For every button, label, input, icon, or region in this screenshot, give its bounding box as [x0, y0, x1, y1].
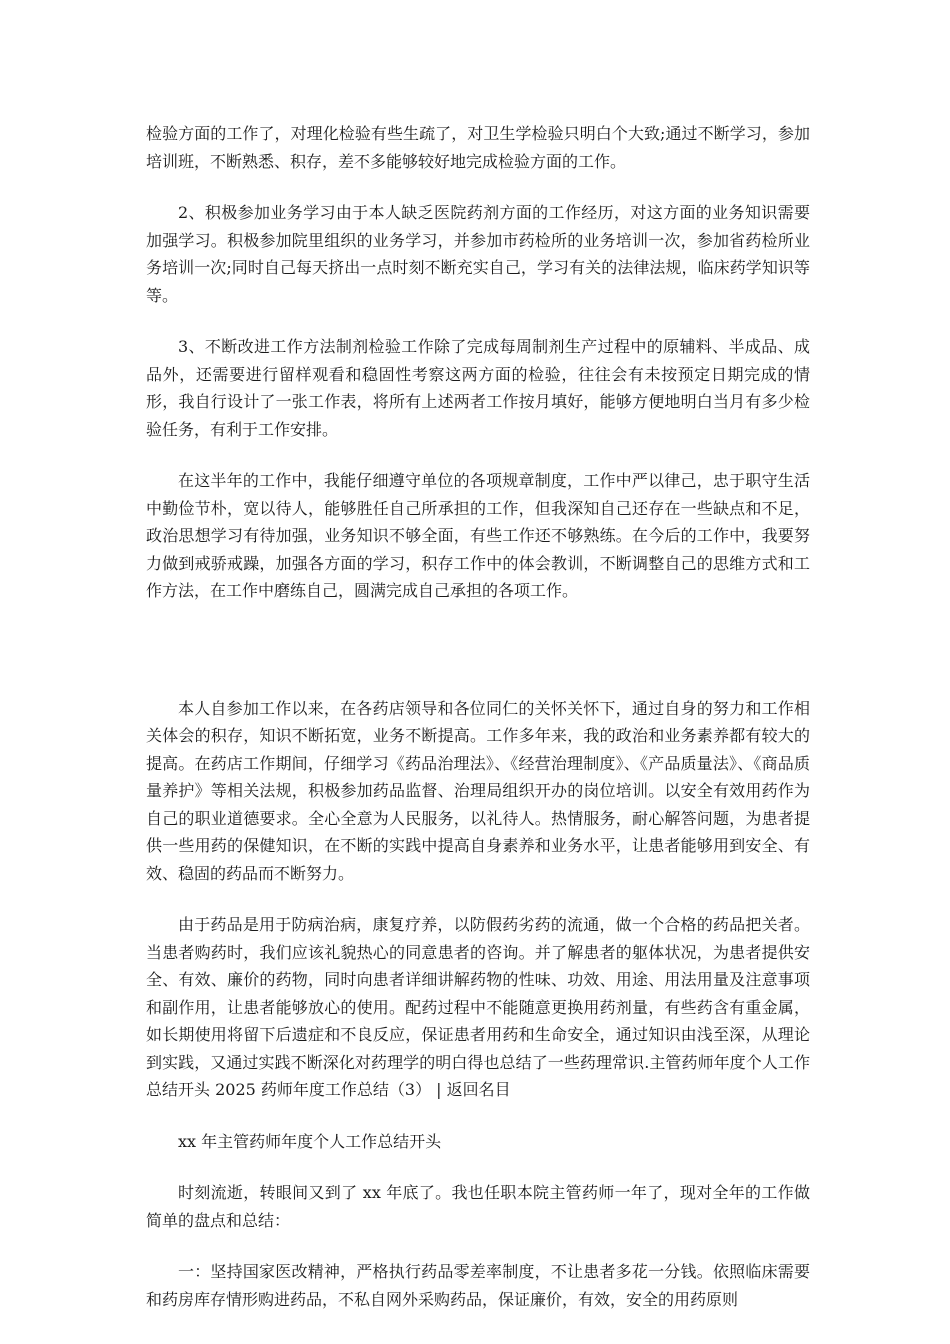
paragraph-work-method: 3、不断改进工作方法制剂检验工作除了完成每周制剂生产过程中的原辅料、半成品、成品外，还需要进行留样观看和稳固性考察这两方面的检验，往往会有未按预定日期完成的情形，我自行设计了一张工作表，将所有上述两者工作按月填好，能够方便地明白当月有多少检验任务，有利于工作安排。: [146, 337, 810, 439]
paragraph-business-study: 2、积极参加业务学习由于本人缺乏医院药剂方面的工作经历，对这方面的业务知识需要加强学习。积极参加院里组织的业务学习，并参加市药检所的业务培训一次，参加省药检所业务培训一次;同时自己每天挤出一点时刻不断充实自己，学习有关的法律法规，临床药学知识等等。: [146, 203, 810, 305]
paragraph-point-one: 一：坚持国家医改精神，严格执行药品零差率制度，不让患者多花一分钱。依照临床需要和药房库存情形购进药品，不私自网外采购药品，保证廉价，有效，安全的用药原则: [146, 1262, 810, 1309]
paragraph-drug-gatekeeper: 由于药品是用于防病治病，康复疗养，以防假药劣药的流通，做一个合格的药品把关者。当患者购药时，我们应该礼貌热心的同意患者的咨询。并了解患者的躯体状况，为患者提供安全、有效、廉价的药物，同时向患者详细讲解药物的性味、功效、用途、用法用量及注意事项和副作用，让患者能够放心的使用。配药过程中不能随意更换用药剂量，有些药含有重金属，如长期使用将留下后遗症和不良反应，保证患者用药和生命安全，通过知识由浅至深，从理论到实践，又通过实践不断深化对药理学的明白得也总结了一些药理常识.主管药师年度个人工作总结开头 2025 药师年度工作总结（3） | 返回名目: [146, 915, 810, 1099]
section-heading: xx 年主管药师年度个人工作总结开头: [178, 1131, 442, 1151]
paragraph-inspection-continued: 检验方面的工作了，对理化检验有些生疏了，对卫生学检验只明白个大致;通过不断学习，参加培训班，不断熟悉、积存，差不多能够较好地完成检验方面的工作。: [146, 124, 810, 171]
paragraph-year-end-intro: 时刻流逝，转眼间又到了 xx 年底了。我也任职本院主管药师一年了，现对全年的工作做简单的盘点和总结：: [146, 1183, 810, 1230]
document-body: [146, 120, 810, 1313]
paragraph-half-year-summary: 在这半年的工作中，我能仔细遵守单位的各项规章制度，工作中严以律己，忠于职守生活中勤俭节朴，宽以待人，能够胜任自己所承担的工作，但我深知自己还存在一些缺点和不足，政治思想学习有待加强，业务知识不够全面，有些工作还不够熟练。在今后的工作中，我要努力做到戒骄戒躁，加强各方面的学习，积存工作中的体会教训，不断调整自己的思维方式和工作方法，在工作中磨练自己，圆满完成自己承担的各项工作。: [146, 471, 810, 600]
paragraph-pharmacy-work: 本人自参加工作以来，在各药店领导和各位同仁的关怀关怀下，通过自身的努力和工作相关体会的积存，知识不断拓宽，业务不断提高。工作多年来，我的政治和业务素养都有较大的提高。在药店工作期间，仔细学习《药品治理法》、《经营治理制度》、《产品质量法》、《商品质量养护》等相关法规，积极参加药品监督、治理局组织开办的岗位培训。以安全有效用药作为自己的职业道德要求。全心全意为人民服务，以礼待人。热情服务，耐心解答问题，为患者提供一些用药的保健知识，在不断的实践中提高自身素养和业务水平，让患者能够用到安全、有效、稳固的药品而不断努力。: [146, 698, 810, 883]
